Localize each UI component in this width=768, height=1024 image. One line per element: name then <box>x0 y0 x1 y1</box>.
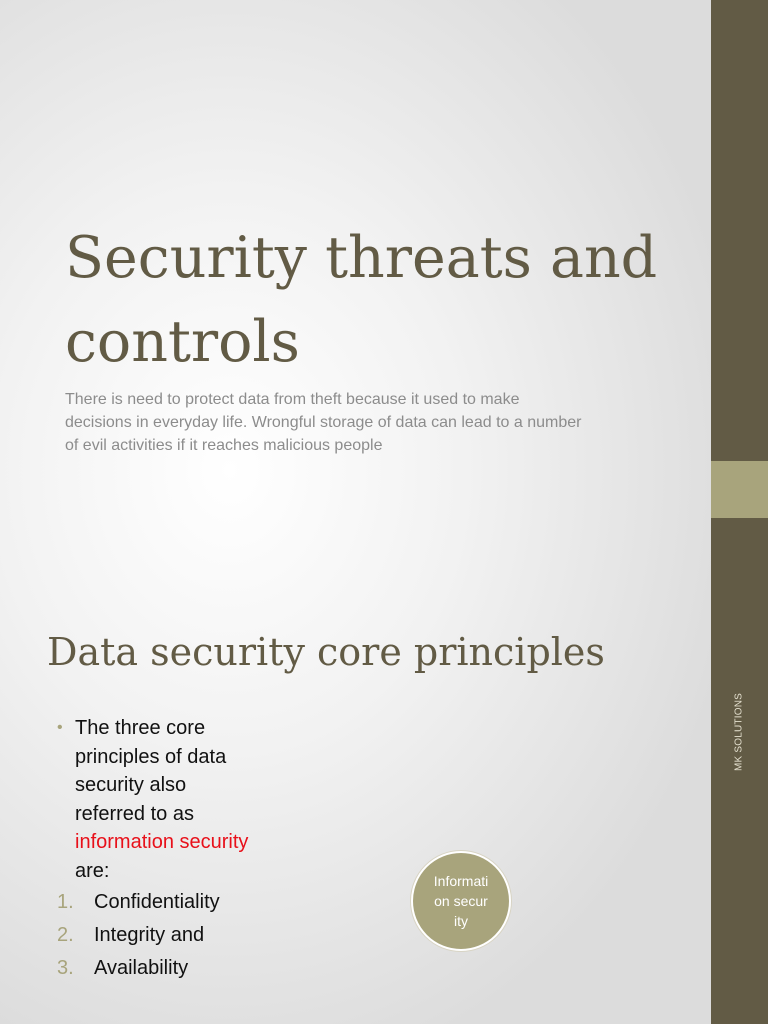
list-number: 2. <box>57 924 74 946</box>
bullet-text-end: are: <box>75 859 110 882</box>
list-label: Confidentiality <box>94 891 220 913</box>
list-label: Integrity and <box>94 924 205 946</box>
bullet-item <box>57 714 257 885</box>
bullet-dot-icon: • <box>57 719 63 736</box>
circle-label: Information security <box>433 873 489 929</box>
section-heading: Data security core principles <box>47 630 605 674</box>
bullet-text <box>75 714 257 885</box>
slide-title: Security threats and controls <box>65 225 658 375</box>
sidebar-label: MK SOLUTIONS <box>733 693 745 771</box>
information-security-circle <box>411 851 511 951</box>
side-accent-block <box>711 461 768 518</box>
list-label: Availability <box>94 957 189 979</box>
slide-subtitle: There is need to protect data from theft because it used to make decisions in everyday life. Wrongful storage of data can lead to a number of evil activities if it reaches malicious people <box>65 391 582 454</box>
bullet-highlight: information security <box>75 831 249 853</box>
bullet-text-start: The three core principles of data security also referred to as <box>75 717 227 825</box>
list-number: 3. <box>57 957 74 979</box>
list-number: 1. <box>57 891 74 913</box>
